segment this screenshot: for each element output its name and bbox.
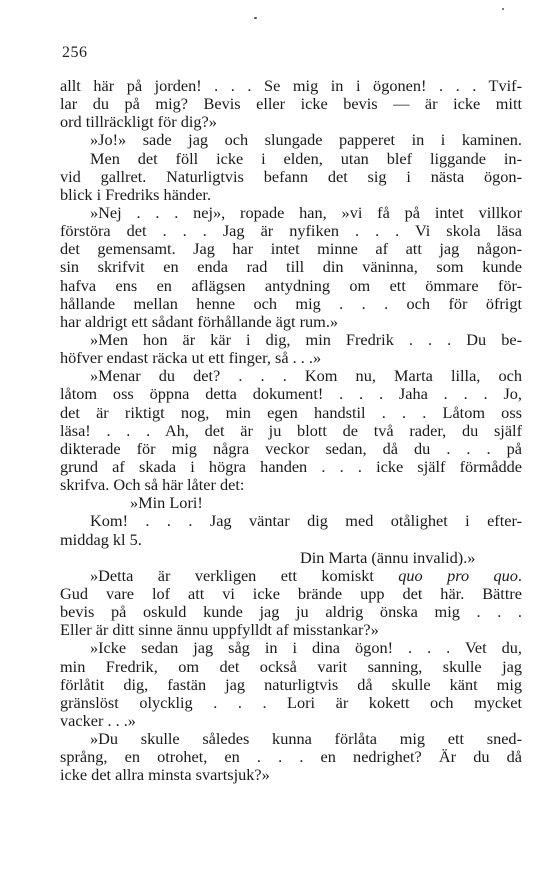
text-line: »Nej . . . nej», ropade han, »vi få på intet villkor [90, 202, 522, 222]
text-line: lar du på mig? Bevis eller icke bevis — är icke mitt [60, 94, 522, 114]
text-line: Din Marta (ännu invalid).» [300, 547, 476, 567]
text-line: hafva ens en aflägsen antydning om ett ömmare för- [60, 275, 522, 295]
text-line: sin skrifvit en enda rad till din väninna, som kunde [60, 257, 522, 277]
text-line: språng, en otrohet, en . . . en nedrighet? Är du då [60, 747, 522, 767]
text-line: läsa! . . . Ah, det är ju blott de två rader, du själf [60, 420, 522, 440]
text-line: förstöra det . . . Jag är nyfiken . . . Vi skola läsa [60, 221, 522, 241]
text-line: dikterade för mig några veckor sedan, då du . . . på [60, 438, 522, 458]
text-line: min Fredrik, om det också varit sanning, skulle jag [60, 656, 522, 676]
body-text [60, 77, 522, 784]
text-line: middag kl 5. [60, 529, 142, 549]
text-line: »Min Lori! [130, 493, 203, 513]
text-line: »Detta är verkligen ett komiskt quo pro quo. [90, 565, 522, 585]
text-line: det gemensamt. Jag har intet minne af att jag någon- [60, 239, 522, 259]
print-speck [254, 17, 257, 19]
text-line: Gud vare lof att vi icke brände upp det här. Bättre [60, 583, 522, 603]
text-line: vacker . . .» [60, 710, 136, 730]
print-speck [502, 8, 504, 10]
text-line: ord tillräckligt för dig?» [60, 112, 217, 132]
text-line: »Menar du det? . . . Kom nu, Marta lilla, och [90, 366, 522, 386]
page-number: 256 [62, 44, 88, 61]
text-line: skrifva. Och så här låter det: [60, 475, 245, 495]
text-line: »Men hon är kär i dig, min Fredrik . . . Du be- [90, 329, 522, 349]
text-line: »Du skulle således kunna förlåta mig ett sned- [90, 729, 522, 749]
text-line: bevis på oskuld kunde jag ju aldrig önska mig . . . [60, 602, 522, 622]
text-line: vid gallret. Naturligtvis befann det sig i nästa ögon- [60, 166, 522, 186]
text-line: höfver endast räcka ut ett finger, så . . .» [60, 348, 322, 368]
text-line: förlåtit dig, fastän jag naturligtvis då skulle känt mig [60, 674, 522, 694]
text-line: hållande mellan henne och mig . . . och för öfrigt [60, 293, 522, 313]
text-line: »Jo!» sade jag och slungade papperet in i kaminen. [90, 130, 522, 150]
text-line: Eller är ditt sinne ännu uppfylldt af misstankar?» [60, 620, 379, 640]
text-line: Men det föll icke i elden, utan blef liggande in- [90, 148, 522, 168]
text-line: låtom oss öppna detta dokument! . . . Jaha . . . Jo, [60, 384, 522, 404]
text-line: icke det allra minsta svartsjuk?» [60, 765, 270, 785]
text-line: gränslöst olycklig . . . Lori är kokett och mycket [60, 692, 522, 712]
text-line: blick i Fredriks händer. [60, 184, 212, 204]
text-line: Kom! . . . Jag väntar dig med otålighet i efter- [90, 511, 522, 531]
italic-phrase: quo pro quo [398, 565, 518, 585]
text-line: »Icke sedan jag såg in i dina ögon! . . . Vet du, [90, 638, 522, 658]
text-line: allt här på jorden! . . . Se mig in i ögonen! . . . Tvif- [60, 76, 522, 95]
text-line: grund af skada i högra handen . . . icke själf förmådde [60, 456, 522, 476]
text-line: det är riktigt nog, min egen handstil . . . Låtom oss [60, 402, 522, 422]
text-line: har aldrigt ett sådant förhållande ägt rum.» [60, 311, 339, 331]
